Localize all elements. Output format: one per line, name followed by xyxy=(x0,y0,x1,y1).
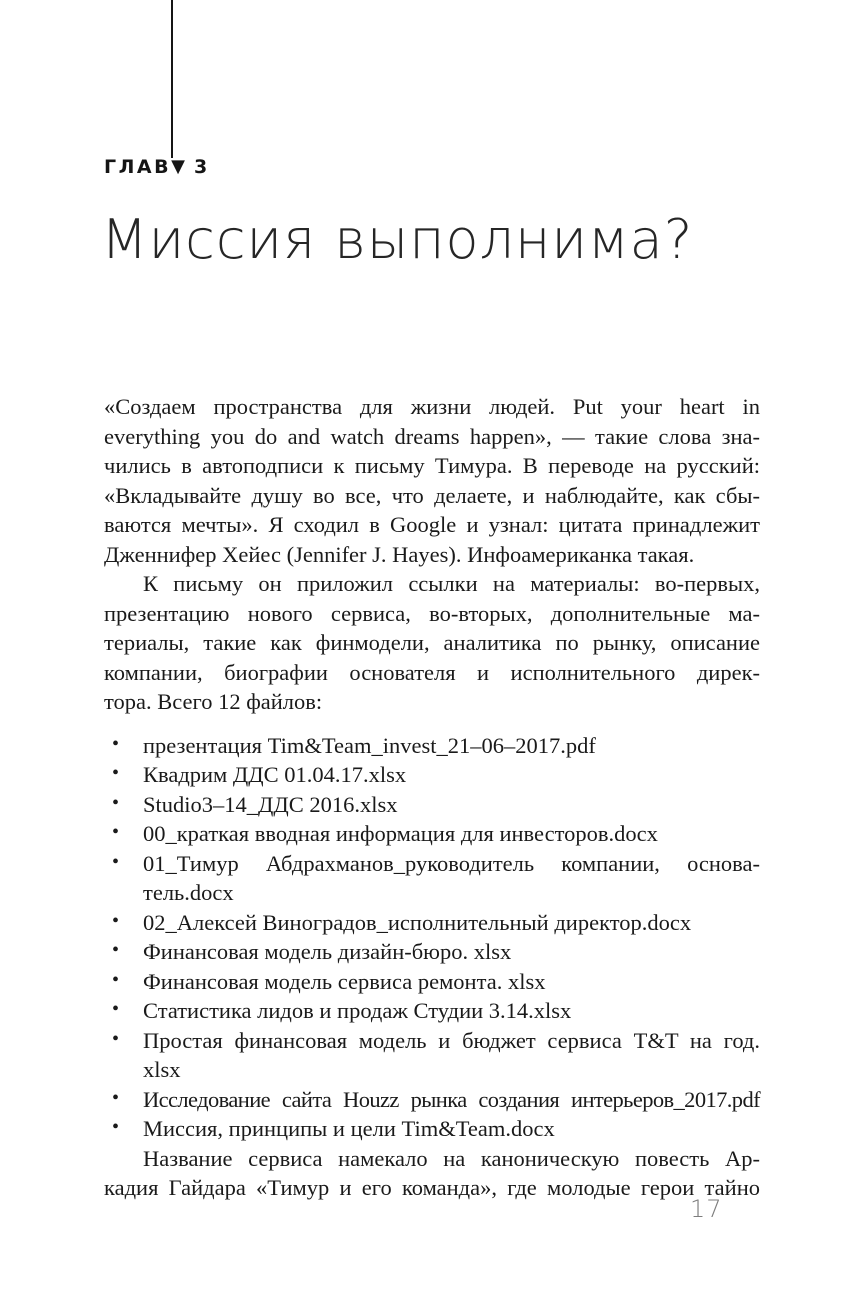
list-item xyxy=(104,760,760,790)
line-text: К письму он приложил ссылки на материалы: во-первых, xyxy=(143,571,760,596)
text-line xyxy=(104,569,760,599)
text-line xyxy=(104,392,760,422)
text-line xyxy=(104,1055,760,1085)
list-item xyxy=(104,908,760,938)
list-item xyxy=(104,1026,760,1056)
line-text: териалы, такие как финмодели, аналитика по рынку, описание xyxy=(104,630,760,655)
line-text: презентация Tim&Team_invest_21–06–2017.pdf xyxy=(143,732,596,758)
line-text: презентацию нового сервиса, во-вторых, дополнительные ма- xyxy=(104,600,760,626)
text-line xyxy=(104,878,760,908)
text-line xyxy=(104,1173,760,1203)
line-text: компании, биографии основателя и исполнительного дирек- xyxy=(104,659,760,685)
list-item xyxy=(104,790,760,820)
line-text: Финансовая модель сервиса ремонта. xlsx xyxy=(143,968,546,994)
list-item xyxy=(104,1085,760,1115)
line-text: чились в автоподписи к письму Тимура. В переводе на русский: xyxy=(104,453,760,478)
line-text: Финансовая модель дизайн-бюро. xlsx xyxy=(143,939,512,964)
line-text: ваются мечты». Я сходил в Google и узнал: цитата принадлежит xyxy=(104,512,760,537)
inverted-triangle-a-icon: ▼ xyxy=(171,156,185,177)
bullet-marker: • xyxy=(112,1116,120,1138)
text-line xyxy=(104,628,760,658)
list-item xyxy=(104,967,760,997)
list-item xyxy=(104,937,760,967)
line-text: Дженнифер Хейес (Jennifer J. Hayes). Инфоамериканка такая. xyxy=(104,541,695,567)
bullet-marker: • xyxy=(112,762,120,784)
text-line xyxy=(104,422,760,452)
line-text: тора. Всего 12 файлов: xyxy=(104,689,323,714)
bullet-marker: • xyxy=(112,1027,120,1050)
bullet-marker: • xyxy=(112,909,120,932)
line-text: Простая финансовая модель и бюджет сервиса T&T на год. xyxy=(143,1027,760,1053)
page-title: Миссия выполнима? xyxy=(101,208,694,271)
chapter-rule-line xyxy=(171,0,173,158)
text-line xyxy=(104,451,760,481)
list-item xyxy=(104,819,760,849)
line-text: Миссия, принципы и цели Tim&Team.docx xyxy=(143,1116,555,1141)
line-text: кадия Гайдара «Тимур и его команда», где молодые герои тайно xyxy=(104,1175,760,1200)
line-text: Исследование сайта Houzz рынка создания интерьеров_2017.pdf xyxy=(143,1086,760,1112)
line-text: «Создаем пространства для жизни людей. Put your heart in xyxy=(104,394,760,419)
chapter-label xyxy=(104,156,210,178)
line-text: xlsx xyxy=(143,1057,181,1082)
bullet-marker: • xyxy=(112,1086,120,1109)
line-text: 01_Тимур Абдрахманов_руководитель компании, основа- xyxy=(143,850,760,876)
text-line xyxy=(104,510,760,540)
bullet-marker: • xyxy=(112,821,120,843)
list-item xyxy=(104,1114,760,1144)
body-text xyxy=(104,392,760,1203)
list-item xyxy=(104,731,760,761)
text-line xyxy=(104,599,760,629)
line-text: 02_Алексей Виноградов_исполнительный директор.docx xyxy=(143,909,692,935)
chapter-number: 3 xyxy=(194,156,210,178)
text-line xyxy=(104,1144,760,1174)
text-line xyxy=(104,540,760,570)
bullet-marker: • xyxy=(112,998,120,1020)
line-text: Название сервиса намекало на каноническую повесть Ар- xyxy=(143,1145,760,1171)
text-line xyxy=(104,481,760,511)
text-line xyxy=(104,658,760,688)
line-text: 00_краткая вводная информация для инвесторов.docx xyxy=(143,821,658,846)
line-text: Статистика лидов и продаж Студии 3.14.xlsx xyxy=(143,998,572,1023)
chapter-label-prefix: ГЛАВ xyxy=(104,156,172,178)
bullet-marker: • xyxy=(112,968,120,991)
line-text: тель.docx xyxy=(143,880,234,905)
line-text: Studio3–14_ДДС 2016.xlsx xyxy=(143,791,398,817)
bullet-marker: • xyxy=(112,791,120,814)
bullet-marker: • xyxy=(112,850,120,873)
list-item xyxy=(104,996,760,1026)
line-text: «Вкладывайте душу во все, что делаете, и наблюдайте, как сбы- xyxy=(104,482,760,508)
line-text: Квадрим ДДС 01.04.17.xlsx xyxy=(143,762,407,787)
page-number: 17 xyxy=(690,1195,723,1223)
line-text: everything you do and watch dreams happen», — такие слова зна- xyxy=(104,423,760,449)
bullet-marker: • xyxy=(112,939,120,961)
text-line xyxy=(104,687,760,717)
bullet-marker: • xyxy=(112,732,120,755)
list-item xyxy=(104,849,760,879)
